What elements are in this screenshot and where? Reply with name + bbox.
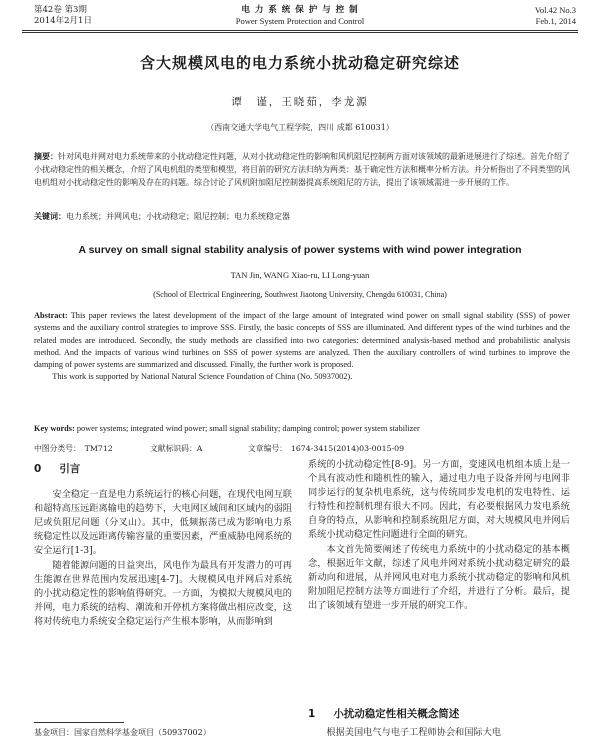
paper-title-cn: 含大规模风电的电力系统小扰动稳定研究综述 <box>139 54 460 72</box>
intro-paragraph-3: 系统的小扰动稳定性[8-9]。另一方面，变速风电机组本质上是一个具有波动性和随机性的输入，通过电力电子设备并网与电网非同步运行的复杂机电系统，这与传统同步发电机的发电特性、运行特性和控制机理有很大不同。因此，有必要根据风力发电系统自身的特点，从影响和控制系统阻尼方面，对大规模风电并网后系统小扰动稳定性问题进行全面的研究。 <box>308 459 570 541</box>
abstract-en <box>34 310 570 384</box>
paper-title-en: A survey on small signal stability analysis of power systems with wind power integration <box>78 244 522 256</box>
funding-note-en: This work is supported by National Natural Science Foundation of China (No. 50937002). <box>52 372 353 382</box>
article-id: 文章编号： 1674-3415(2014)03-0015-09 <box>248 444 405 453</box>
volume-issue-en: Vol.42 No.3 <box>534 5 576 15</box>
document-code: 文献标识码：A <box>150 444 203 453</box>
header-rule <box>22 30 578 31</box>
left-column <box>34 462 292 629</box>
keywords-cn-text: 电力系统；并网风电；小扰动稳定；阻尼控制；电力系统稳定器 <box>66 212 290 221</box>
authors-cn: 谭 谨，王晓茹，李龙源 <box>231 96 369 108</box>
keywords-en-label: Key words: <box>34 424 75 433</box>
keywords-cn <box>34 210 570 223</box>
abstract-en-label: Abstract: <box>34 311 68 320</box>
keywords-en-text: power systems; integrated wind power; small signal stability; damping control; power system stabilizer <box>76 424 420 433</box>
authors-en: TAN Jin, WANG Xiao-ru, LI Long-yuan <box>230 270 370 280</box>
intro-paragraph-1: 安全稳定一直是电力系统运行的核心问题，在现代电网互联和超特高压远距离输电的趋势下，大电网区域间和区域内的弱阻尼或负阻尼问题（分叉山）。其中，低频振荡已成为影响电力系统稳定性以及远距离传输容量的重要因素，严重威胁电网系统的安全运行[1-3]。 <box>34 489 292 557</box>
abstract-cn-label: 摘要： <box>34 151 58 161</box>
volume-issue-cn: 第42卷 第3期 <box>34 5 87 15</box>
section-0-heading <box>34 462 292 476</box>
clc-number: 中图分类号： TM712 <box>34 444 113 453</box>
keywords-cn-label: 关键词： <box>34 211 66 221</box>
section-1-first-line: 根据美国电气与电子工程师协会和国际大电 <box>326 727 501 738</box>
footnote-rule <box>34 722 124 723</box>
journal-name-cn: 电 力 系 统 保 护 与 控 制 <box>241 5 359 15</box>
affiliation-en: (School of Electrical Engineering, Southwest Jiaotong University, Chengdu 610031, China) <box>153 290 447 299</box>
intro-paragraph-4: 本文首先简要阐述了传统电力系统中的小扰动稳定的基本概念，根据近年文献，综述了风电并网对系统小扰动稳定研究的最新动向和进展，从并网风电对电力系统小扰动稳定的影响和风机附加阻尼控制方法等方面进行了介绍，并进行了分析。最后，提出了该领域有望进一步开展的研究工作。 <box>308 543 570 611</box>
abstract-en-text: This paper reviews the latest development of the impact of the large amount of integrated wind power on small signal stability (SSS) of power systems and the auxiliary control strategies to improve SSS. Firstly, the basic concepts of SSS are illuminated. And different types of the wind turbines and the related modes are introduced. Secondly, the study methods are classified into two categories: determined analysis-based method and probabilistic analysis method. And the impacts of various wind turbines on SSS of power systems are analyzed. Then the auxiliary controllers of wind turbines to improve the damping of power systems are summarized and discussed. Finally, the further work is proposed. <box>34 311 570 370</box>
keywords-en <box>34 423 570 435</box>
section-1-number: 1 <box>308 708 316 720</box>
affiliation-cn: （西南交通大学电气工程学院，四川 成都 610031） <box>206 123 394 132</box>
abstract-cn-text: 针对风电并网对电力系统带来的小扰动稳定性问题，从对小扰动稳定性的影响和风机阻尼控制两方面对该领域的最新进展进行了综述。首先介绍了小扰动稳定性的相关概念，介绍了风电机组的类型和模型，将目前的研究方法归纳为两类：基于确定性方法和概率分析方法。并分析指出了不同类型的风电机组对小扰动稳定性的影响及存在的问题。综合讨论了风机附加阻尼控制器提高系统阻尼的方法，提出了该领域需进一步开展的工作。 <box>34 152 570 187</box>
section-0-number: 0 <box>34 463 42 475</box>
abstract-cn <box>34 150 570 189</box>
date-en: Feb.1, 2014 <box>535 16 576 26</box>
date-cn: 2014年2月1日 <box>34 16 92 26</box>
funding-footnote: 基金项目：国家自然科学基金项目（50937002） <box>34 728 211 737</box>
section-1-heading <box>308 706 459 721</box>
section-0-title: 引言 <box>59 463 81 475</box>
header-rule-double <box>22 32 578 33</box>
journal-name-en: Power System Protection and Control <box>235 16 365 26</box>
section-1-title: 小扰动稳定性相关概念简述 <box>333 708 460 720</box>
section-1-body <box>308 726 570 740</box>
intro-paragraph-2: 随着能源问题的日益突出，风电作为最具有开发潜力的可再生能源在世界范围内发展迅速[4-7]。大规模风电并网后对系统的小扰动稳定性的影响值得研究。一方面，为模拟大规模风电的并网，电力系统的结构、潮流和开停机方案将做出相应改变，这将对传统电力系统安全稳定运行产生根本影响，从而影响到 <box>34 559 292 627</box>
right-column <box>308 458 570 613</box>
